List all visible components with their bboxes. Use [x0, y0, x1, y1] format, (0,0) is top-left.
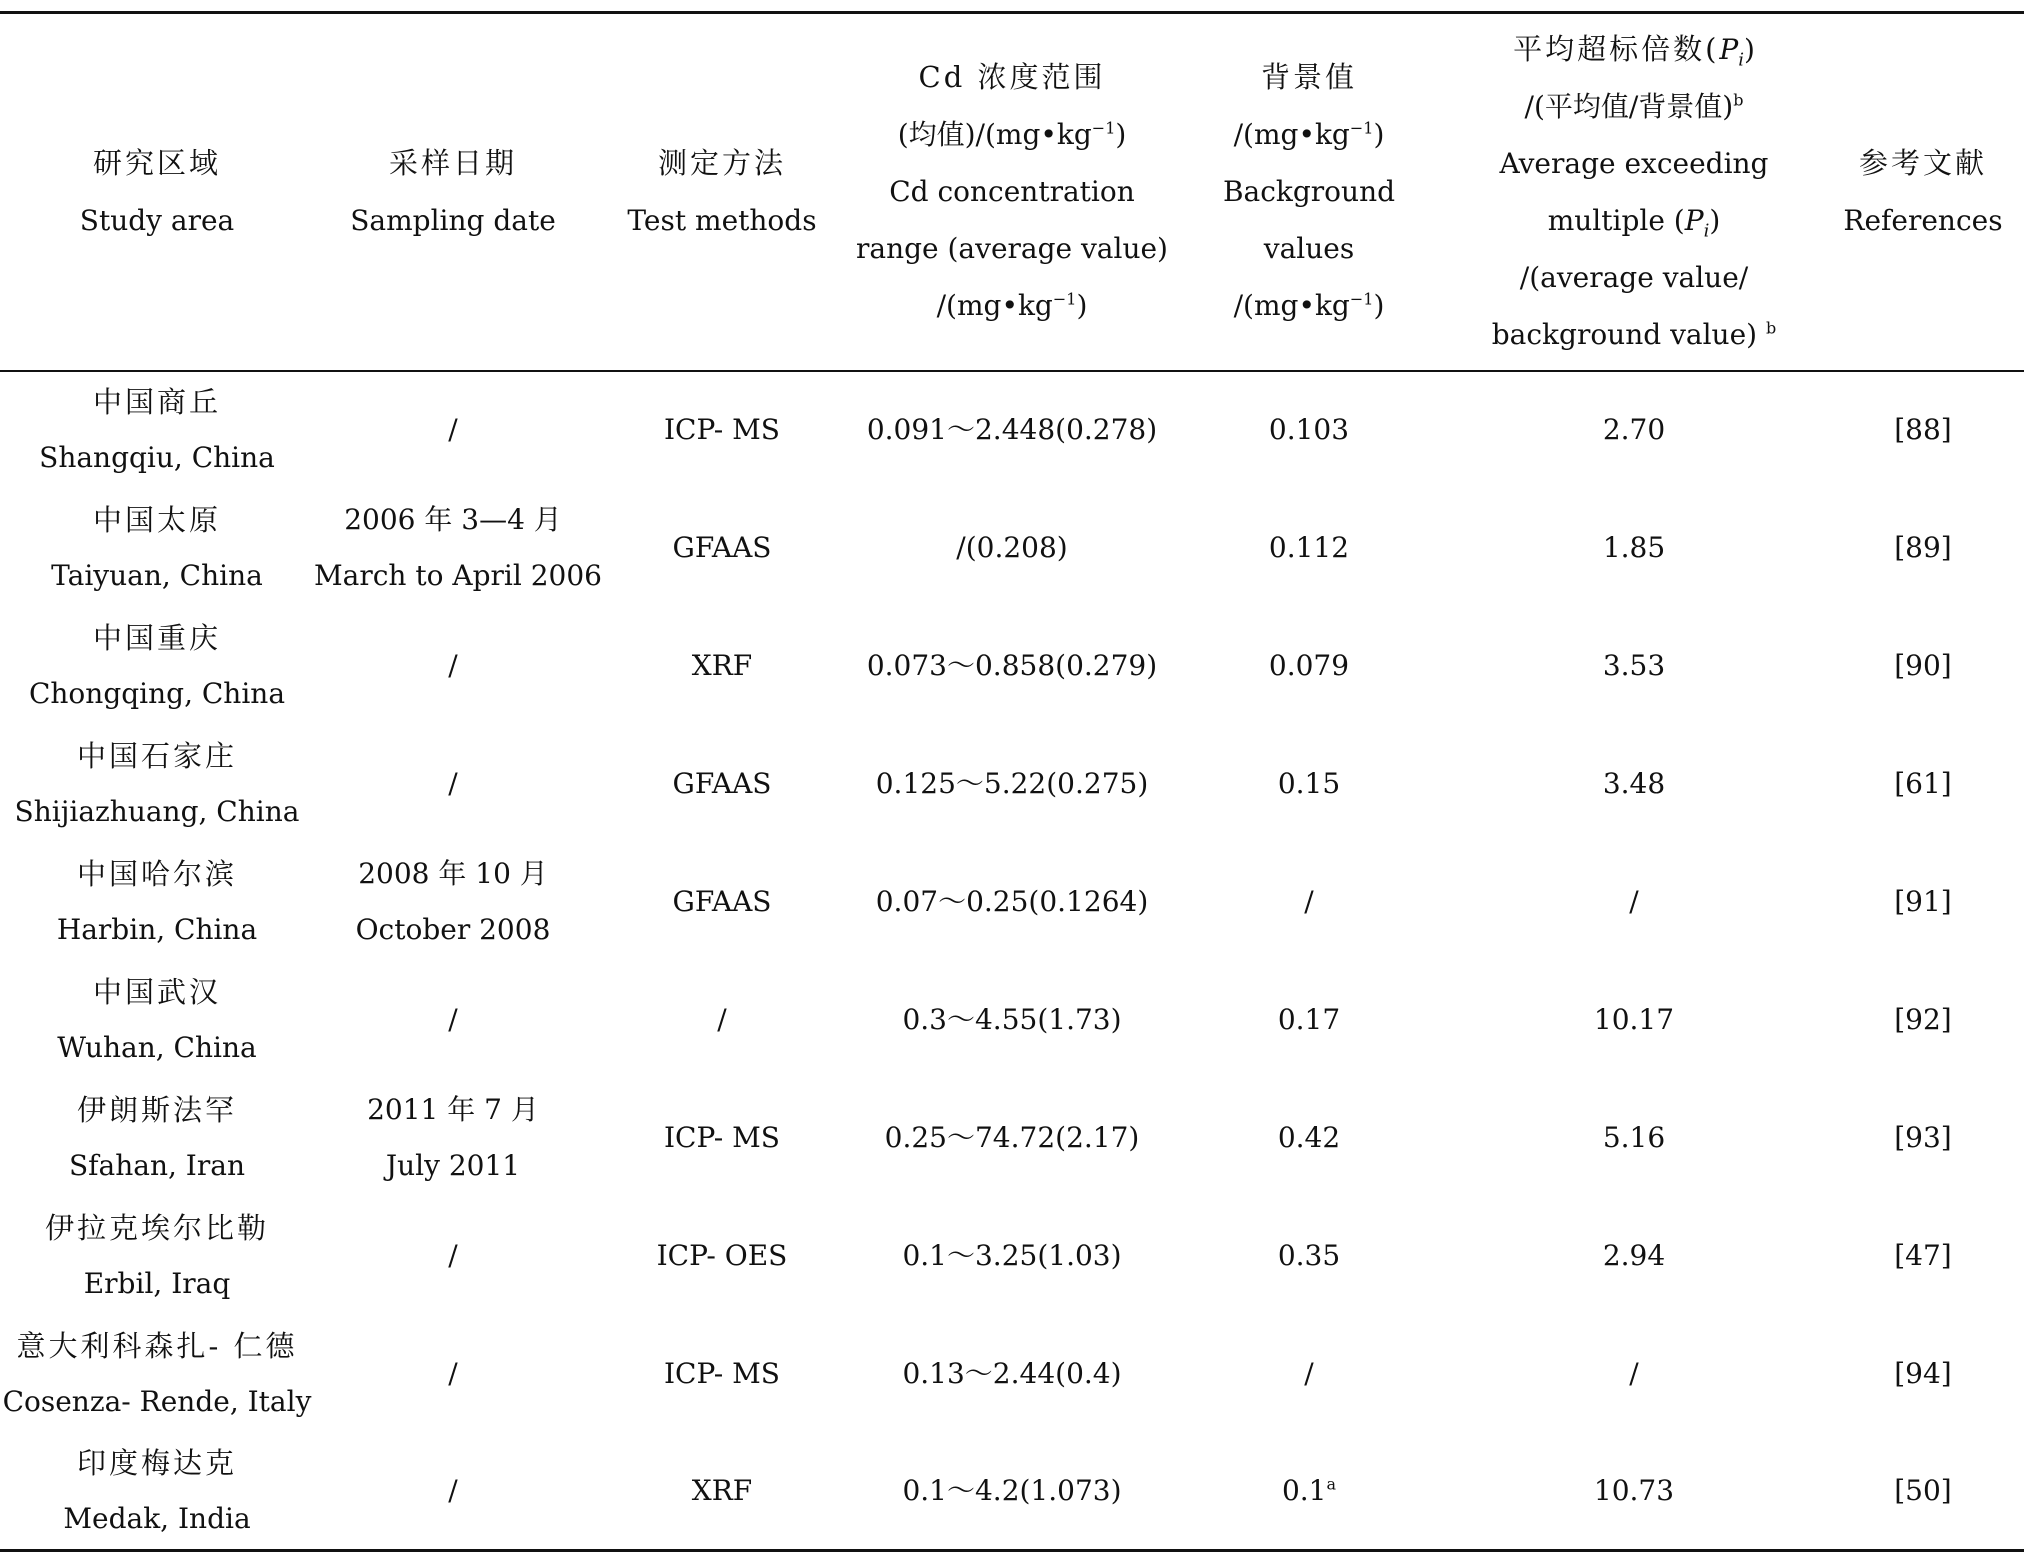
cell-reference: [93]	[1894, 1120, 1952, 1154]
cell-sampling-date: /	[448, 766, 458, 800]
table-row	[0, 1433, 2024, 1551]
header-sampling-date: 采样日期 Sampling date	[350, 145, 556, 237]
table-row	[0, 1197, 2024, 1315]
header-cd-concentration: Cd 浓度范围 (均值)$/(mg•kg^{-1})$ Cd concentration range (average value) $/(mg•kg^{-1})$	[856, 60, 1168, 323]
cell-cd-concentration: 0.13～2.44(0.4)	[902, 1356, 1122, 1390]
table-row	[0, 607, 2024, 725]
cell-cd-concentration: 0.25～74.72(2.17)	[884, 1120, 1140, 1154]
table-row	[0, 725, 2024, 843]
cell-reference: [92]	[1894, 1002, 1952, 1036]
cell-sampling-date: 2006 年 3—4 月 March to April 2006	[314, 502, 602, 592]
cell-background-value: 0.112	[1268, 530, 1350, 564]
cell-study-area: 中国武汉 Wuhan, China	[57, 974, 257, 1064]
cell-study-area: 中国石家庄 Shijiazhuang, China	[14, 738, 300, 828]
cell-background-value: 0.17	[1277, 1002, 1341, 1036]
cell-cd-concentration: /(0.208)	[956, 530, 1068, 564]
cell-reference: [61]	[1894, 766, 1952, 800]
cell-background-value: 0.42	[1277, 1120, 1341, 1154]
cell-sampling-date: /	[448, 1473, 458, 1507]
cell-study-area: 中国太原 Taiyuan, China	[51, 502, 263, 592]
cell-cd-concentration: 0.073～0.858(0.279)	[866, 648, 1158, 682]
cell-exceeding-multiple: 10.73	[1593, 1473, 1675, 1507]
cell-background-value: 0.103	[1268, 413, 1350, 446]
cell-sampling-date: 2008 年 10 月 October 2008	[355, 856, 551, 946]
cell-sampling-date: 2011 年 7 月 July 2011	[367, 1092, 539, 1182]
cell-exceeding-multiple: 2.94	[1602, 1238, 1666, 1272]
cell-cd-concentration: 0.1～4.2(1.073)	[902, 1473, 1122, 1507]
cell-background-value: 0.15	[1277, 766, 1341, 800]
cell-reference: [94]	[1894, 1356, 1952, 1390]
cell-test-method: ICP- MS	[663, 1120, 780, 1154]
header-study-area: 研究区域 Study area	[79, 145, 235, 237]
cell-study-area: 中国哈尔滨 Harbin, China	[56, 856, 258, 946]
cell-exceeding-multiple: /	[1629, 884, 1639, 918]
header-references: 参考文献 References	[1843, 145, 2003, 237]
cell-cd-concentration: 0.091～2.448(0.278)	[866, 413, 1158, 446]
cell-test-method: ICP- MS	[663, 1356, 780, 1390]
header-background-values: 背景值 $/(mg•kg^{-1})$ Background values $/(mg•kg^{-1})$	[1222, 60, 1396, 323]
cell-background-value: 0.35	[1277, 1238, 1341, 1272]
cell-reference: [90]	[1894, 648, 1952, 682]
cell-test-method: /	[717, 1002, 727, 1036]
cell-background-value: /	[1304, 1356, 1314, 1390]
table-row	[0, 489, 2024, 607]
cell-study-area: 意大利科森扎- 仁德 Cosenza- Rende, Italy	[2, 1328, 312, 1418]
cell-study-area: 中国重庆 Chongqing, China	[28, 620, 286, 710]
cell-exceeding-multiple: 1.85	[1602, 530, 1666, 564]
cell-sampling-date: /	[448, 1238, 458, 1272]
cell-reference: [91]	[1894, 884, 1952, 918]
cell-sampling-date: /	[448, 648, 458, 682]
cell-reference: [89]	[1894, 530, 1952, 564]
cell-background-value: /	[1304, 884, 1314, 918]
cell-test-method: XRF	[691, 648, 753, 682]
table-body	[0, 371, 2024, 1551]
table-row	[0, 1315, 2024, 1433]
table-row	[0, 961, 2024, 1079]
cell-exceeding-multiple: 2.70	[1602, 413, 1666, 446]
cell-exceeding-multiple: 3.48	[1602, 766, 1666, 800]
cell-cd-concentration: 0.3～4.55(1.73)	[902, 1002, 1122, 1036]
table-row	[0, 843, 2024, 961]
cell-sampling-date: /	[448, 1002, 458, 1036]
cell-cd-concentration: 0.07～0.25(0.1264)	[875, 884, 1149, 918]
cell-test-method: GFAAS	[672, 530, 772, 564]
table-row	[0, 371, 2024, 489]
cell-sampling-date: /	[448, 1356, 458, 1390]
cell-test-method: ICP- MS	[663, 413, 780, 446]
cell-test-method: ICP- OES	[656, 1238, 788, 1272]
cell-exceeding-multiple: /	[1629, 1356, 1639, 1390]
header-exceeding-multiple: 平均超标倍数$(P_i)$ /(平均值/背景值)$^b$ Average exceeding multiple $(P_i)$ /(average value/ background value) $^b$	[1491, 31, 1777, 351]
cell-exceeding-multiple: 10.17	[1593, 1002, 1675, 1036]
footnote-marker: a	[1326, 1474, 1337, 1494]
cd-concentration-table	[0, 11, 2024, 1552]
cell-reference: [47]	[1894, 1238, 1952, 1272]
cell-study-area: 中国商丘 Shangqiu, China	[39, 385, 275, 474]
cell-background-value: 0.079	[1268, 648, 1350, 682]
cell-cd-concentration: 0.1～3.25(1.03)	[902, 1238, 1122, 1272]
cell-test-method: GFAAS	[672, 766, 772, 800]
cell-study-area: 印度梅达克 Medak, India	[63, 1445, 251, 1535]
cell-reference: [88]	[1894, 413, 1952, 446]
cell-study-area: 伊朗斯法罕 Sfahan, Iran	[69, 1092, 245, 1182]
cell-background-value: 0.1$^a$	[1281, 1473, 1337, 1507]
cell-study-area: 伊拉克埃尔比勒 Erbil, Iraq	[44, 1210, 269, 1300]
cell-test-method: GFAAS	[672, 884, 772, 918]
table-row	[0, 1079, 2024, 1197]
table-header	[0, 13, 2024, 371]
cell-exceeding-multiple: 5.16	[1602, 1120, 1666, 1154]
cell-test-method: XRF	[691, 1473, 753, 1507]
cell-reference: [50]	[1894, 1473, 1952, 1507]
cell-cd-concentration: 0.125～5.22(0.275)	[875, 766, 1149, 800]
header-test-methods: 测定方法 Test methods	[627, 145, 817, 237]
cell-exceeding-multiple: 3.53	[1602, 648, 1666, 682]
cell-sampling-date: /	[448, 413, 458, 446]
